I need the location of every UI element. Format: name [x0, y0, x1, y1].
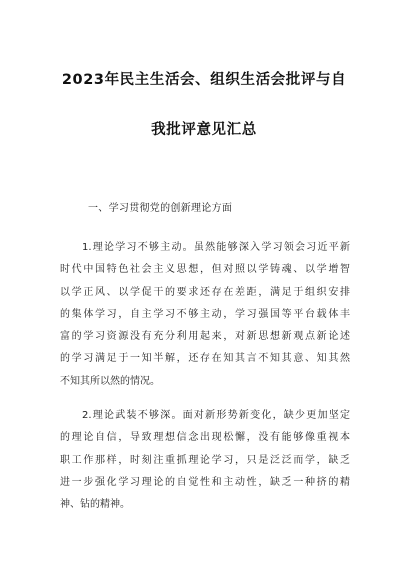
paragraph-line: 职工作那样，时刻注重抓理论学习，只是泛泛而学，缺乏 — [60, 454, 350, 466]
paragraph-line: 的理论自信，导致理想信念出现松懈，没有能够像重视本 — [60, 432, 350, 444]
paragraph-line: 的集体学习，自主学习不够主动，学习强国等平台载体丰 — [60, 308, 350, 320]
document-title-line-1: 2023年民主生活会、组织生活会批评与自 — [61, 72, 347, 88]
paragraph-1 — [60, 237, 350, 393]
paragraph-line: 时代中国特色社会主义思想，但对照以学铸魂、以学增智 — [60, 264, 350, 276]
paragraph-line: 的学习满足于一知半解，还存在知其言不知其意、知其然 — [60, 353, 350, 365]
document-title-line-2: 我批评意见汇总 — [151, 122, 257, 138]
paragraph-line: 1.理论学习不够主动。虽然能够深入学习领会习近平新 — [82, 242, 350, 253]
paragraph-line: 不知其所以然的情况。 — [60, 375, 160, 387]
section-heading: 一、学习贯彻党的创新理论方面 — [88, 203, 233, 214]
paragraph-line: 以学正风、以学促干的要求还存在差距，满足于组织安排 — [60, 286, 350, 298]
paragraph-line: 进一步强化学习理论的自觉性和主动性，缺乏一种挤的精 — [60, 476, 350, 488]
paragraph-line: 神、钻的精神。 — [60, 499, 130, 511]
paragraph-line: 富的学习资源没有充分利用起来，对新思想新观点新论述 — [60, 331, 350, 343]
paragraph-2 — [60, 405, 350, 516]
paragraph-line: 2.理论武装不够深。面对新形势新变化，缺少更加坚定 — [82, 410, 350, 421]
